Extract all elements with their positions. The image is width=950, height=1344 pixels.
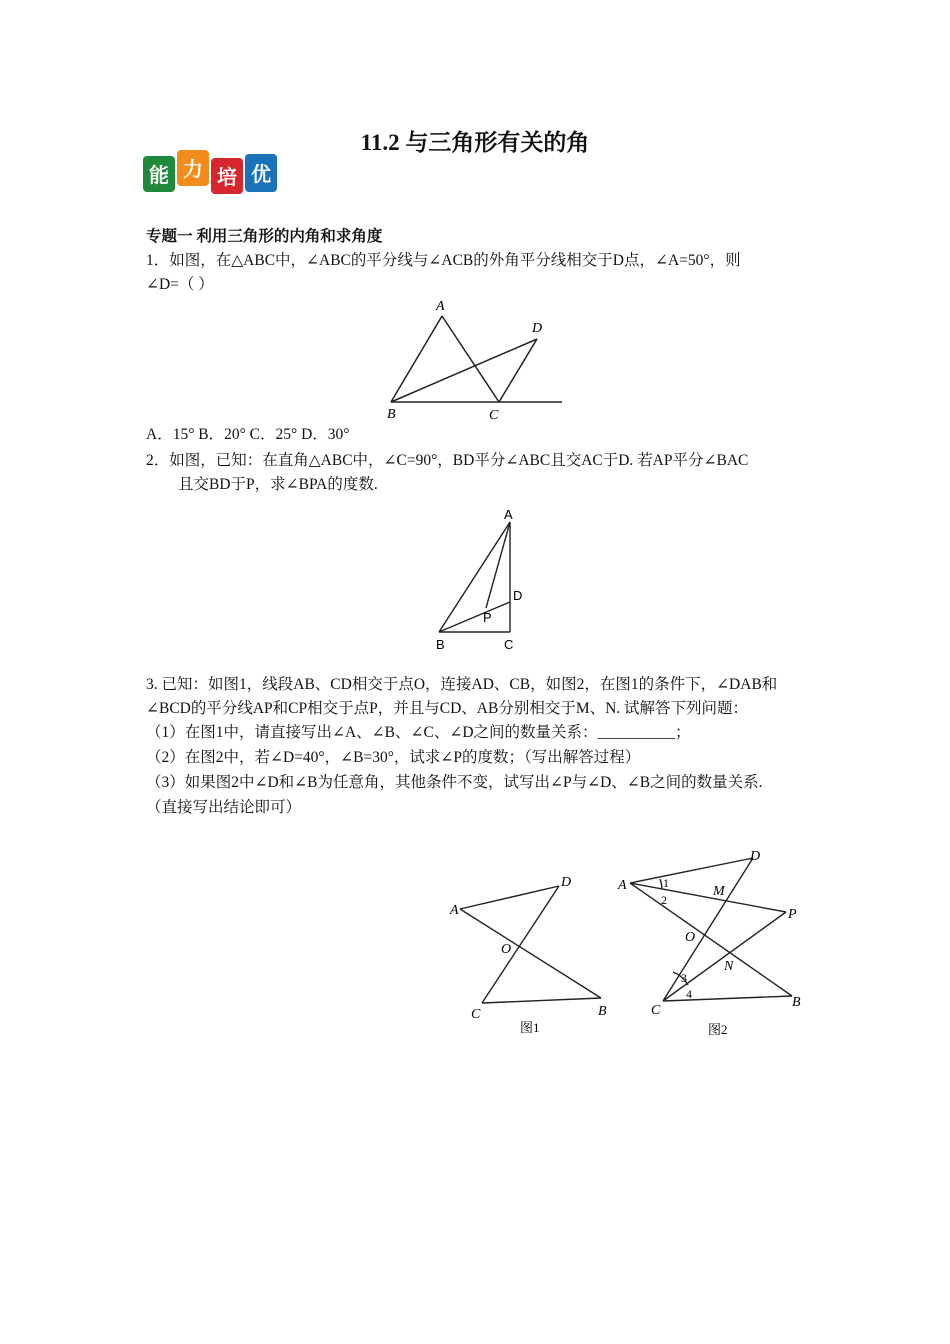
fig2-label-n: N (724, 959, 734, 974)
ability-badge-logo (143, 150, 278, 196)
fig1-segment-cb (482, 998, 601, 1003)
badge-char-3: 培 (217, 165, 237, 189)
q2-side-ab (439, 522, 510, 632)
fig1-caption: 图1 (520, 1020, 540, 1035)
fig1-label-b: B (598, 1004, 607, 1019)
badge-char-1: 能 (149, 163, 169, 187)
fig2-segment-dc (663, 858, 753, 1001)
badge-char-4: 优 (251, 162, 271, 186)
fig2-bisector-ap (630, 883, 786, 912)
fig2-label-p: P (788, 907, 797, 922)
q2-text-line1: 2．如图，已知：在直角△ABC中，∠C=90°，BD平分∠ABC且交AC于D. 若AP平分∠BAC (146, 452, 749, 469)
fig2-label-m: M (713, 884, 725, 899)
q2-label-a: A (504, 507, 513, 522)
q3-part2: （2）在图2中，若∠D=40°，∠B=30°，试求∠P的度数；（写出解答过程） (146, 749, 641, 766)
q3-figure-1 (440, 866, 620, 1046)
q1-label-a: A (436, 299, 445, 314)
fig2-angle-4: 4 (686, 987, 692, 1001)
fig1-segment-ad (460, 886, 559, 909)
q2-label-p: P (483, 610, 492, 625)
q2-segment-bd (439, 602, 510, 632)
q3-text-line1: 3. 已知：如图1，线段AB、CD相交于点O，连接AD、CB，如图2，在图1的条件下，∠DAB和 (146, 676, 778, 693)
fig2-caption: 图2 (708, 1022, 728, 1037)
fig1-label-d: D (561, 875, 572, 890)
q2-text-line2: 且交BD于P，求∠BPA的度数. (178, 476, 378, 493)
fig2-angle-arc-1 (660, 879, 662, 889)
q1-label-d: D (532, 321, 543, 336)
q2-segment-ap (486, 522, 510, 608)
fig2-angle-2: 2 (661, 893, 667, 907)
q2-label-d: D (513, 588, 523, 603)
fig2-label-b: B (792, 995, 801, 1010)
q2-label-b: B (436, 637, 445, 652)
fig2-angle-3: 3 (681, 971, 687, 985)
page-title: 11.2 与三角形有关的角 (360, 130, 590, 155)
section-heading: 专题一 利用三角形的内角和求角度 (146, 228, 383, 245)
q1-options: A．15° B．20° C．25° D．30° (146, 426, 350, 443)
fig2-label-o: O (685, 930, 696, 945)
fig1-segment-ab (460, 909, 601, 998)
fig1-label-a: A (450, 903, 459, 918)
q3-part3b: （直接写出结论即可） (146, 799, 302, 816)
fig2-segment-cb (663, 996, 792, 1001)
q1-figure (380, 294, 570, 424)
q1-label-c: C (489, 408, 499, 423)
fig1-label-o: O (501, 942, 512, 957)
q1-label-b: B (387, 407, 396, 422)
fig2-angle-1: 1 (663, 876, 669, 890)
fig2-label-a: A (618, 878, 627, 893)
fig1-label-c: C (471, 1007, 481, 1022)
q3-figure-2 (610, 844, 810, 1044)
fig2-bisector-cp (663, 912, 786, 1001)
fig2-segment-ab (630, 883, 792, 996)
q2-label-c: C (504, 637, 514, 652)
q1-text-line1: 1．如图，在△ABC中，∠ABC的平分线与∠ACB的外角平分线相交于D点，∠A=50°，则 (146, 252, 741, 269)
q3-part3: （3）如果图2中∠D和∠B为任意角，其他条件不变，试写出∠P与∠D、∠B之间的数量关系. (146, 774, 763, 791)
q3-part1: （1）在图1中，请直接写出∠A、∠B、∠C、∠D之间的数量关系：__________； (146, 724, 691, 741)
q1-segment-cd (499, 339, 537, 402)
q1-side-ab (391, 316, 442, 402)
q2-figure (428, 504, 528, 654)
fig2-segment-ad (630, 858, 753, 883)
fig2-label-c: C (651, 1003, 661, 1018)
fig2-label-d: D (750, 849, 761, 864)
q1-text-line2: ∠D=（ ） (146, 276, 214, 293)
badge-char-2: 力 (183, 157, 203, 181)
q3-text-line2: ∠BCD的平分线AP和CP相交于点P，并且与CD、AB分别相交于M、N. 试解答下列问题： (146, 700, 749, 717)
fig1-segment-dc (482, 886, 559, 1003)
